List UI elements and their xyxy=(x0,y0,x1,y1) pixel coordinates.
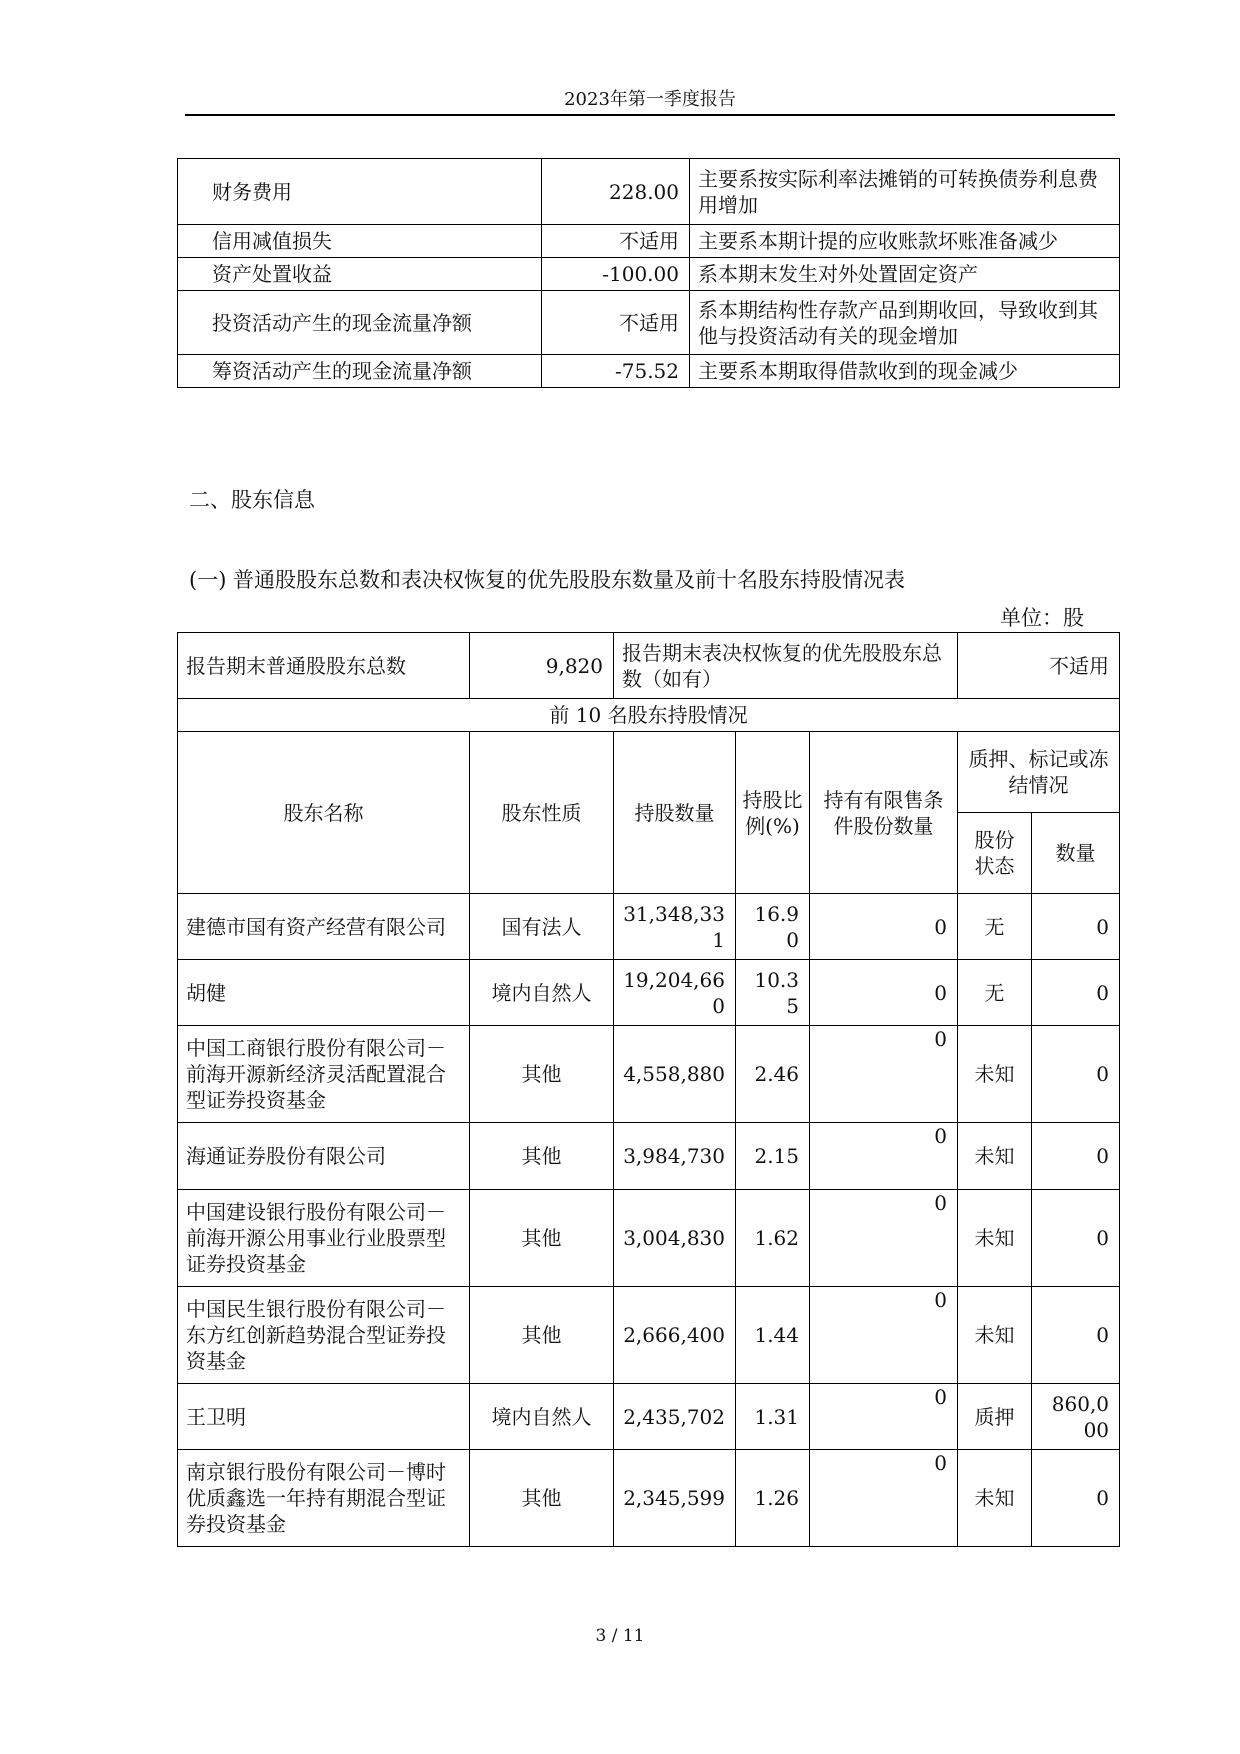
reason-cell: 系本期结构性存款产品到期收回，导致收到其他与投资活动有关的现金增加 xyxy=(690,291,1120,355)
header-status: 股份状态 xyxy=(958,813,1032,894)
unit-label: 单位：股 xyxy=(1000,606,1084,630)
shareholder-name: 南京银行股份有限公司－博时优质鑫选一年持有期混合型证券投资基金 xyxy=(178,1450,470,1547)
restricted-shares: 0 xyxy=(810,1123,958,1190)
holding-ratio: 16.90 xyxy=(736,894,810,960)
pledge-quantity: 0 xyxy=(1032,1450,1120,1547)
table-row xyxy=(178,1026,1120,1123)
share-status: 无 xyxy=(958,960,1032,1026)
restricted-shares: 0 xyxy=(810,1450,958,1547)
shareholder-nature: 国有法人 xyxy=(470,894,614,960)
table-row xyxy=(178,355,1120,388)
table-row xyxy=(178,894,1120,960)
restricted-shares: 0 xyxy=(810,1190,958,1287)
header-quantity: 数量 xyxy=(1032,813,1120,894)
shares-held: 19,204,660 xyxy=(614,960,736,1026)
header-nature: 股东性质 xyxy=(470,732,614,894)
restricted-shares: 0 xyxy=(810,1026,958,1123)
share-status: 质押 xyxy=(958,1384,1032,1450)
shareholder-name: 中国民生银行股份有限公司－东方红创新趋势混合型证券投资基金 xyxy=(178,1287,470,1384)
shareholder-nature: 境内自然人 xyxy=(470,960,614,1026)
top10-title: 前 10 名股东持股情况 xyxy=(178,699,1120,732)
item-cell: 筹资活动产生的现金流量净额 xyxy=(178,355,542,388)
share-status: 未知 xyxy=(958,1123,1032,1190)
table-row xyxy=(178,291,1120,355)
holding-ratio: 10.35 xyxy=(736,960,810,1026)
total-label: 报告期末普通股股东总数 xyxy=(178,633,470,699)
value-cell: 228.00 xyxy=(542,159,690,225)
section-title: 二、股东信息 xyxy=(189,488,315,512)
reason-cell: 主要系本期取得借款收到的现金减少 xyxy=(690,355,1120,388)
item-cell: 投资活动产生的现金流量净额 xyxy=(178,291,542,355)
shares-held: 2,435,702 xyxy=(614,1384,736,1450)
share-status: 无 xyxy=(958,894,1032,960)
table-row xyxy=(178,1450,1120,1547)
restricted-shares: 0 xyxy=(810,960,958,1026)
pledge-quantity: 0 xyxy=(1032,894,1120,960)
item-cell: 财务费用 xyxy=(178,159,542,225)
shares-held: 31,348,331 xyxy=(614,894,736,960)
header-row xyxy=(178,732,1120,813)
shareholder-nature: 其他 xyxy=(470,1123,614,1190)
shareholders-table xyxy=(177,632,1120,1547)
shares-held: 2,345,599 xyxy=(614,1450,736,1547)
table-row xyxy=(178,960,1120,1026)
shareholder-nature: 其他 xyxy=(470,1190,614,1287)
header-ratio: 持股比例(%) xyxy=(736,732,810,894)
holding-ratio: 2.15 xyxy=(736,1123,810,1190)
header-restricted: 持有有限售条件股份数量 xyxy=(810,732,958,894)
pledge-quantity: 0 xyxy=(1032,1123,1120,1190)
header-rule xyxy=(185,114,1115,116)
page-number: 3 / 11 xyxy=(595,1626,645,1646)
shareholder-name: 建德市国有资产经营有限公司 xyxy=(178,894,470,960)
item-cell: 资产处置收益 xyxy=(178,258,542,291)
changes-table xyxy=(177,158,1120,388)
total-value: 9,820 xyxy=(470,633,614,699)
table-row xyxy=(178,159,1120,225)
section-subtitle: (一) 普通股股东总数和表决权恢复的优先股股东数量及前十名股东持股情况表 xyxy=(189,568,906,592)
holding-ratio: 2.46 xyxy=(736,1026,810,1123)
table-row xyxy=(178,1123,1120,1190)
header-pledge: 质押、标记或冻结情况 xyxy=(958,732,1120,813)
share-status: 未知 xyxy=(958,1190,1032,1287)
shareholder-name: 王卫明 xyxy=(178,1384,470,1450)
pledge-quantity: 860,000 xyxy=(1032,1384,1120,1450)
shares-held: 3,004,830 xyxy=(614,1190,736,1287)
table-row xyxy=(178,1384,1120,1450)
shareholder-name: 胡健 xyxy=(178,960,470,1026)
reason-cell: 主要系按实际利率法摊销的可转换债券利息费用增加 xyxy=(690,159,1120,225)
restricted-shares: 0 xyxy=(810,894,958,960)
shareholder-nature: 其他 xyxy=(470,1287,614,1384)
pledge-quantity: 0 xyxy=(1032,1190,1120,1287)
header-shares: 持股数量 xyxy=(614,732,736,894)
value-cell: 不适用 xyxy=(542,225,690,258)
share-status: 未知 xyxy=(958,1450,1032,1547)
table-row xyxy=(178,225,1120,258)
shareholder-name: 中国工商银行股份有限公司－前海开源新经济灵活配置混合型证券投资基金 xyxy=(178,1026,470,1123)
shareholder-name: 中国建设银行股份有限公司－前海开源公用事业行业股票型证券投资基金 xyxy=(178,1190,470,1287)
reason-cell: 主要系本期计提的应收账款坏账准备减少 xyxy=(690,225,1120,258)
page-header: 2023年第一季度报告 xyxy=(564,89,736,110)
reason-cell: 系本期末发生对外处置固定资产 xyxy=(690,258,1120,291)
header-name: 股东名称 xyxy=(178,732,470,894)
holding-ratio: 1.26 xyxy=(736,1450,810,1547)
value-cell: -75.52 xyxy=(542,355,690,388)
pledge-quantity: 0 xyxy=(1032,1026,1120,1123)
holding-ratio: 1.62 xyxy=(736,1190,810,1287)
shareholder-nature: 境内自然人 xyxy=(470,1384,614,1450)
shares-held: 3,984,730 xyxy=(614,1123,736,1190)
value-cell: 不适用 xyxy=(542,291,690,355)
holding-ratio: 1.44 xyxy=(736,1287,810,1384)
preferred-value: 不适用 xyxy=(958,633,1120,699)
item-cell: 信用减值损失 xyxy=(178,225,542,258)
table-row xyxy=(178,258,1120,291)
shareholder-nature: 其他 xyxy=(470,1026,614,1123)
preferred-label: 报告期末表决权恢复的优先股股东总数（如有） xyxy=(614,633,958,699)
restricted-shares: 0 xyxy=(810,1287,958,1384)
value-cell: -100.00 xyxy=(542,258,690,291)
share-status: 未知 xyxy=(958,1026,1032,1123)
shares-held: 4,558,880 xyxy=(614,1026,736,1123)
top10-title-row xyxy=(178,699,1120,732)
pledge-quantity: 0 xyxy=(1032,1287,1120,1384)
share-status: 未知 xyxy=(958,1287,1032,1384)
shareholder-name: 海通证券股份有限公司 xyxy=(178,1123,470,1190)
summary-row xyxy=(178,633,1120,699)
table-row xyxy=(178,1287,1120,1384)
table-row xyxy=(178,1190,1120,1287)
shares-held: 2,666,400 xyxy=(614,1287,736,1384)
restricted-shares: 0 xyxy=(810,1384,958,1450)
shareholder-nature: 其他 xyxy=(470,1450,614,1547)
holding-ratio: 1.31 xyxy=(736,1384,810,1450)
pledge-quantity: 0 xyxy=(1032,960,1120,1026)
